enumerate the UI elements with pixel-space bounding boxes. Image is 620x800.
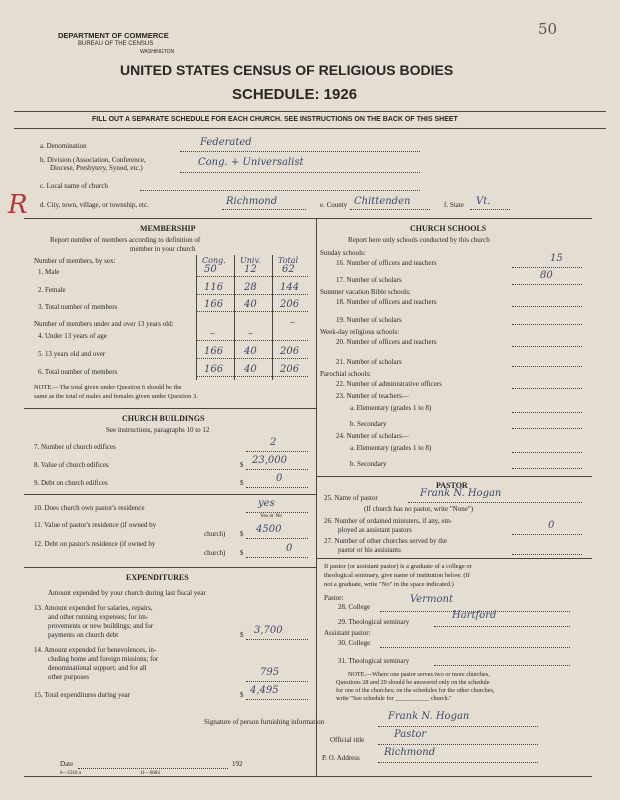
q13-value: 3,700 xyxy=(254,625,283,636)
q13-dollar: $ xyxy=(240,631,244,639)
q28-label: 28. College xyxy=(338,603,371,611)
division-label: b. Division (Association, Conference, xyxy=(40,156,146,164)
female-cong: 116 xyxy=(204,282,224,293)
division-value: Cong. + Universalist xyxy=(198,157,304,168)
total6-cong: 166 xyxy=(204,364,224,375)
q25-label: 25. Name of pastor xyxy=(324,494,378,502)
q7-value: 2 xyxy=(270,437,277,448)
over13-univ: 40 xyxy=(244,346,257,357)
vacation-schools-label: Summer vacation Bible schools: xyxy=(320,288,411,296)
schedule-instruction: FILL OUT A SEPARATE SCHEDULE FOR EACH CHURCH. SEE INSTRUCTIONS ON THE BACK OF THIS SHEET xyxy=(92,116,458,123)
page-title: UNITED STATES CENSUS OF RELIGIOUS BODIES xyxy=(120,62,454,78)
pastor-heading: PASTOR xyxy=(436,481,468,490)
row-total6-label: 6. Total number of members xyxy=(38,368,118,376)
q8-label: 8. Value of church edifices xyxy=(34,461,109,469)
schools-heading: CHURCH SCHOOLS xyxy=(410,224,487,233)
pastor-note-1: NOTE.—Where one pastor serves two or more churches, xyxy=(348,671,490,678)
bureau-name: BUREAU OF THE CENSUS xyxy=(78,41,154,47)
q14-line1: 14. Amount expended for benevolences, in- xyxy=(34,646,157,654)
q20-label: 20. Number of officers and teachers xyxy=(336,338,437,346)
over13-total: 206 xyxy=(280,346,300,357)
buildings-sub: See instructions, paragraphs 10 to 12 xyxy=(106,426,210,434)
signature-label: Signature of person furnishing information xyxy=(204,718,325,726)
q11-dollar: $ xyxy=(240,530,244,538)
city-value: Richmond xyxy=(226,196,278,207)
college-note-2: theological seminary, give name of institution below. (If xyxy=(324,572,470,579)
form-code: 6—5318 a xyxy=(60,771,81,776)
weekday-schools-label: Week-day religious schools: xyxy=(320,328,400,336)
q17-label: 17. Number of scholars xyxy=(336,276,402,284)
membership-note-2: same as the total of males and females given under Question 3. xyxy=(34,393,198,400)
denomination-value: Federated xyxy=(200,137,252,148)
q23-label: 23. Number of teachers— xyxy=(336,392,409,400)
col-head-univ: Univ. xyxy=(240,256,261,265)
members-by-sex: Number of members, by sex: xyxy=(34,257,116,265)
buildings-heading: CHURCH BUILDINGS xyxy=(122,414,205,423)
q15-dollar: $ xyxy=(240,691,244,699)
q8-value: 23,000 xyxy=(252,455,287,466)
male-univ: 12 xyxy=(244,264,257,275)
q13-line1: 13. Amount expended for salaries, repairs, xyxy=(34,604,153,612)
division-label-2: Diocese, Presbytery, Synod, etc.) xyxy=(50,164,143,172)
membership-heading: MEMBERSHIP xyxy=(140,224,196,233)
signature-value: Frank N. Hogan xyxy=(388,711,470,722)
membership-note: NOTE.—The total given under Question 6 should be the xyxy=(34,384,182,391)
q24a-label: a. Elementary (grades 1 to 8) xyxy=(350,444,432,452)
city-label: d. City, town, village, or township, etc. xyxy=(40,201,149,209)
q15-value: 4,495 xyxy=(250,685,279,696)
q29-label: 29. Theological seminary xyxy=(338,618,410,626)
q30-label: 30. College xyxy=(338,639,371,647)
corner-number: 50 xyxy=(538,20,558,38)
q12-dollar: $ xyxy=(240,549,244,557)
state-value: Vt. xyxy=(476,196,491,207)
total-cong: 166 xyxy=(204,299,224,310)
q19-label: 19. Number of scholars xyxy=(336,316,402,324)
membership-intro-2: member in your church xyxy=(130,245,196,253)
q15-label: 15. Total expenditures during year xyxy=(34,691,130,699)
address-value: Richmond xyxy=(384,747,436,758)
female-univ: 28 xyxy=(244,282,257,293)
q26-label-2: ployed as assistant pastors xyxy=(338,526,412,534)
grid-bottom xyxy=(24,776,592,777)
q9-dollar: $ xyxy=(240,479,244,487)
q16-value: 15 xyxy=(550,253,563,264)
row-male-label: 1. Male xyxy=(38,268,60,276)
membership-intro: Report number of members according to definition of xyxy=(50,236,201,244)
q25-note: (If church has no pastor, write "None") xyxy=(364,505,474,513)
row-over13-label: 5. 13 years old and over xyxy=(38,350,106,358)
denomination-label: a. Denomination xyxy=(40,142,87,150)
q14-line2: cluding home and foreign missions; for xyxy=(48,655,159,663)
q26-value: 0 xyxy=(548,520,555,531)
header-rule-2 xyxy=(14,128,606,129)
county-value: Chittenden xyxy=(354,196,411,207)
q25-value: Frank N. Hogan xyxy=(420,488,502,499)
schools-sub: Report here only schools conducted by this church xyxy=(348,236,490,244)
col-head-cong: Cong. xyxy=(202,256,226,265)
q13-line2: and other running expenses; for im- xyxy=(48,613,149,621)
age-line-dash: – xyxy=(290,317,295,328)
q23a-label: a. Elementary (grades 1 to 8) xyxy=(350,404,432,412)
q13-line3: provements or new buildings; and for xyxy=(48,622,154,630)
bureau-city: WASHINGTON xyxy=(140,49,175,55)
q9-label: 9. Debt on church edifices xyxy=(34,479,108,487)
expenditures-top xyxy=(24,567,316,568)
date-year: 192 xyxy=(232,760,243,768)
pastor-note-4: write "See schedule for ___________ church." xyxy=(336,695,452,702)
total-univ: 40 xyxy=(244,299,257,310)
yes-no-hint: Yes or No xyxy=(260,513,283,519)
assistant-sub-label: Assistant pastor: xyxy=(324,629,371,637)
margin-mark: R xyxy=(8,190,28,220)
age-line: Number of members under and over 13 years old: xyxy=(34,320,174,328)
official-title-label: Official title xyxy=(330,736,365,744)
expenditures-heading: EXPENDITURES xyxy=(126,573,189,582)
q14-line4: other purposes xyxy=(48,673,90,681)
department-name: DEPARTMENT OF COMMERCE xyxy=(58,31,169,40)
parochial-schools-label: Parochial schools: xyxy=(320,370,372,378)
q10-label: 10. Does church own pastor's residence xyxy=(34,504,145,512)
grid-top xyxy=(24,218,592,219)
buildings-mid-rule xyxy=(24,494,316,495)
q27-label: 27. Number of other churches served by the xyxy=(324,537,447,545)
over13-cong: 166 xyxy=(204,346,224,357)
college-note-3: not a graduate, write "No" in the space indicated.) xyxy=(324,581,454,588)
male-cong: 50 xyxy=(204,264,217,275)
county-label: e. County xyxy=(320,201,348,209)
q26-label: 26. Number of ordained ministers, if any, em- xyxy=(324,517,453,525)
q27-label-2: pastor or his assistants xyxy=(338,546,401,554)
q22-label: 22. Number of administrative officers xyxy=(336,380,442,388)
state-label: f. State xyxy=(444,201,464,209)
q11-label-2: church) xyxy=(204,530,226,538)
header-rule xyxy=(14,111,606,112)
pastor-sub-label: Pastor: xyxy=(324,594,344,602)
q17-value: 80 xyxy=(540,270,553,281)
q11-value: 4500 xyxy=(256,524,282,535)
print-code: 11—9684 xyxy=(140,771,160,776)
college-note-1: If pastor (or assistant pastor) is a graduate of a college or xyxy=(324,563,472,570)
q16-label: 16. Number of officers and teachers xyxy=(336,259,437,267)
q12-label-2: church) xyxy=(204,549,226,557)
page-subtitle: SCHEDULE: 1926 xyxy=(232,86,358,103)
q23b-label: b. Secondary xyxy=(350,420,387,428)
pastor-top xyxy=(316,476,592,477)
q9-value: 0 xyxy=(276,473,283,484)
under13-cong: – xyxy=(210,328,215,339)
q13-line4: payments on church debt xyxy=(48,631,119,639)
q24b-label: b. Secondary xyxy=(350,460,387,468)
total6-univ: 40 xyxy=(244,364,257,375)
q29-value: Hartford xyxy=(452,610,497,621)
q10-value: yes xyxy=(258,498,275,509)
sunday-schools-label: Sunday schools: xyxy=(320,249,366,257)
q12-label: 12. Debt on pastor's residence (if owned by xyxy=(34,540,156,548)
q21-label: 21. Number of scholars xyxy=(336,358,402,366)
q24-label: 24. Number of scholars— xyxy=(336,432,409,440)
q14-value: 795 xyxy=(260,667,280,678)
row-under13-label: 4. Under 13 years of age xyxy=(38,332,107,340)
q18-label: 18. Number of officers and teachers xyxy=(336,298,437,306)
pastor-note-2: Questions 28 and 29 should be answered only on the schedule xyxy=(336,679,490,686)
local-name-label: c. Local name of church xyxy=(40,182,108,190)
expenditures-sub: Amount expended by your church during last fiscal year xyxy=(48,589,206,597)
official-title-value: Pastor xyxy=(394,729,427,740)
q14-line3: denominational support; and for all xyxy=(48,664,147,672)
q12-value: 0 xyxy=(286,543,293,554)
total6-total: 206 xyxy=(280,364,300,375)
q11-label: 11. Value of pastor's residence (if owned by xyxy=(34,521,157,529)
college-top xyxy=(316,558,592,559)
under13-univ: – xyxy=(248,328,253,339)
pastor-note-3: for one of the churches; on the schedules for the other churches, xyxy=(336,687,495,694)
buildings-top xyxy=(24,408,316,409)
total-total: 206 xyxy=(280,299,300,310)
row-female-label: 2. Female xyxy=(38,286,66,294)
q31-label: 31. Theological seminary xyxy=(338,657,410,665)
date-label: Date xyxy=(60,760,74,768)
female-total: 144 xyxy=(280,282,300,293)
address-label: P. O. Address xyxy=(322,754,360,762)
q28-value: Vermont xyxy=(410,594,453,605)
col-head-total: Total xyxy=(278,256,299,265)
grid-center xyxy=(316,218,317,776)
q7-label: 7. Number of church edifices xyxy=(34,443,116,451)
q8-dollar: $ xyxy=(240,461,244,469)
male-total: 62 xyxy=(282,264,295,275)
row-total-label: 3. Total number of members xyxy=(38,303,118,311)
